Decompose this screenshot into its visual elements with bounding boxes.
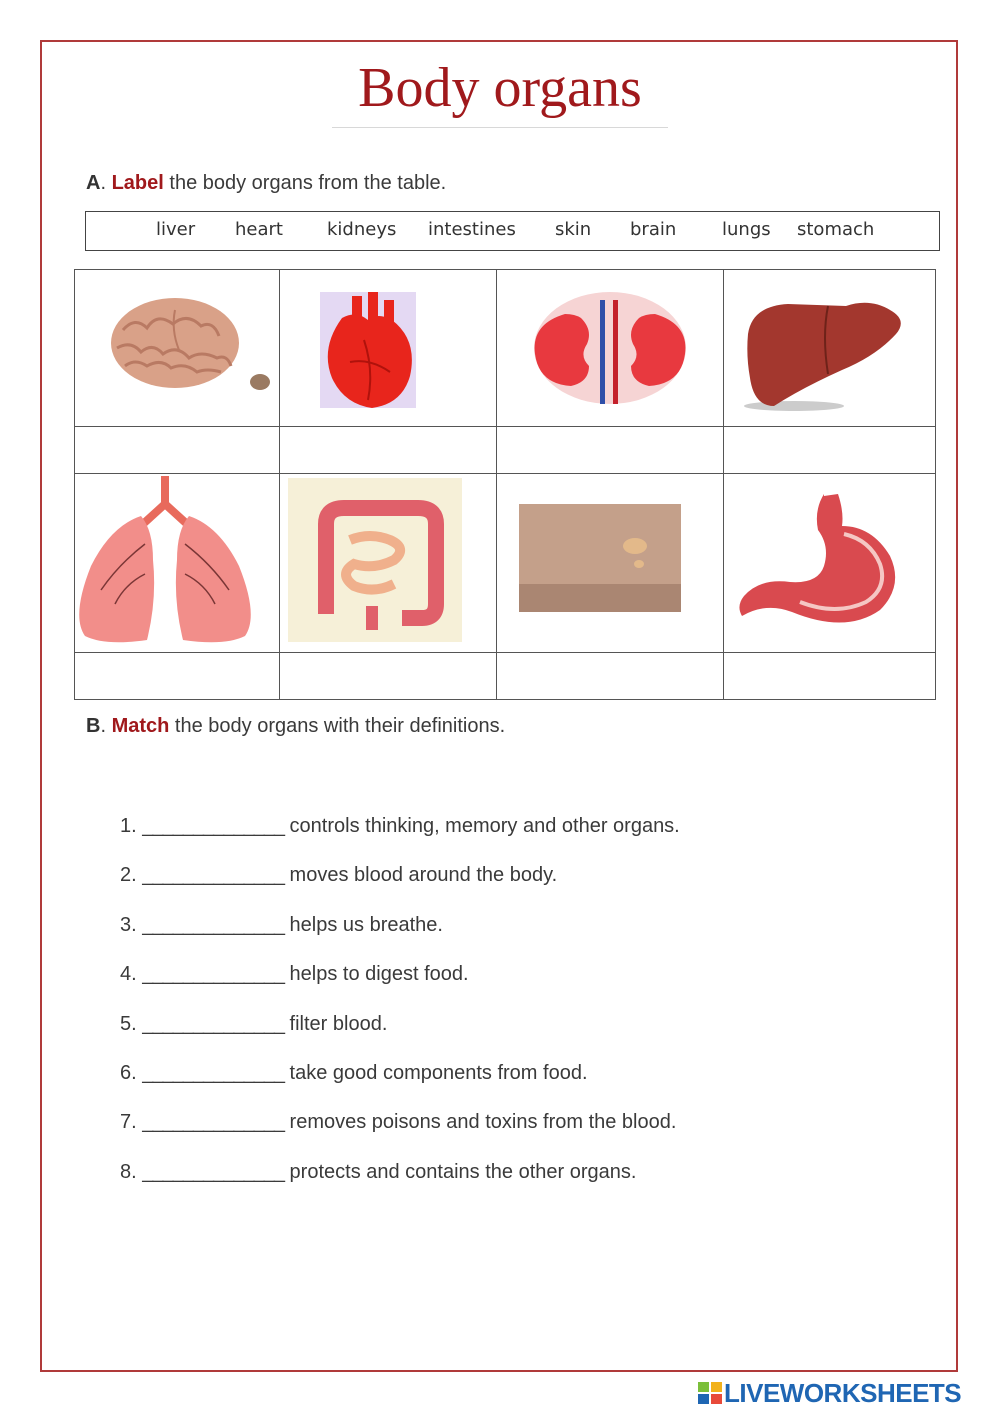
- answer-cell[interactable]: [724, 427, 936, 474]
- section-b-verb: Match: [111, 715, 170, 737]
- picture-cell: [280, 474, 497, 653]
- answer-blank[interactable]: ______________: [142, 1160, 284, 1183]
- answer-blank[interactable]: ______________: [142, 1012, 284, 1035]
- definition-text: moves blood around the body.: [289, 864, 558, 887]
- item-number: 1.: [120, 815, 137, 837]
- page-title: Body organs: [358, 57, 642, 119]
- answer-cell[interactable]: [280, 653, 497, 700]
- definition-text: filter blood.: [289, 1012, 388, 1035]
- answer-cell[interactable]: [75, 653, 280, 700]
- word-bank-item: lungs: [722, 219, 771, 240]
- picture-cell: [280, 270, 497, 427]
- definition-item: [120, 861, 680, 910]
- section-a-instruction: the body organs from the table.: [163, 172, 447, 194]
- heart-image: [280, 270, 496, 421]
- kidneys-image: [497, 270, 723, 421]
- word-bank-item: liver: [156, 219, 196, 240]
- definition-text: removes poisons and toxins from the blood.: [289, 1111, 677, 1134]
- lungs-image: [75, 474, 279, 647]
- definition-text: take good components from food.: [289, 1061, 588, 1084]
- definition-item: [120, 1010, 680, 1059]
- definition-item: [120, 960, 680, 1009]
- word-bank-item: kidneys: [327, 219, 397, 240]
- picture-cell: [724, 474, 936, 653]
- section-a-verb: Label: [111, 172, 164, 194]
- answer-blank[interactable]: ______________: [142, 1111, 284, 1134]
- liver-image: [724, 270, 935, 421]
- definition-text: protects and contains the other organs.: [289, 1160, 637, 1183]
- definition-text: helps us breathe.: [289, 913, 443, 936]
- picture-cell: [497, 270, 724, 427]
- section-b-instruction: the body organs with their definitions.: [169, 715, 506, 737]
- answer-blank[interactable]: ______________: [142, 1061, 284, 1084]
- brain-image: [75, 270, 279, 421]
- item-number: 8.: [120, 1160, 137, 1183]
- title-underline: [332, 127, 668, 128]
- picture-cell: [724, 270, 936, 427]
- item-number: 3.: [120, 913, 137, 936]
- word-bank-item: stomach: [797, 219, 875, 240]
- skin-image: [497, 474, 723, 647]
- section-a-heading: A. Label the body organs from the table.: [86, 172, 447, 194]
- section-b-letter: B: [86, 715, 101, 737]
- item-number: 6.: [120, 1061, 137, 1084]
- answer-cell[interactable]: [497, 653, 724, 700]
- answer-cell[interactable]: [497, 427, 724, 474]
- word-bank: [85, 211, 940, 251]
- definition-list: [120, 812, 680, 1207]
- section-a-letter: A: [86, 172, 101, 194]
- organ-picture-table: [74, 269, 936, 700]
- definition-item: [120, 911, 680, 960]
- answer-blank[interactable]: ______________: [142, 864, 284, 887]
- definition-text: helps to digest food.: [289, 963, 469, 986]
- answer-cell[interactable]: [280, 427, 497, 474]
- answer-blank[interactable]: ______________: [142, 963, 284, 986]
- item-number: 4.: [120, 963, 137, 986]
- definition-item: [120, 1158, 680, 1207]
- item-number: 5.: [120, 1012, 137, 1035]
- word-bank-item: intestines: [428, 219, 516, 240]
- word-bank-item: brain: [630, 219, 677, 240]
- word-bank-item: heart: [235, 219, 283, 240]
- definition-item: [120, 1108, 680, 1157]
- item-number: 7.: [120, 1111, 137, 1134]
- picture-cell: [75, 270, 280, 427]
- picture-cell: [497, 474, 724, 653]
- answer-cell[interactable]: [75, 427, 280, 474]
- item-number: 2.: [120, 864, 137, 887]
- logo-badge-icon: [698, 1382, 722, 1404]
- answer-blank[interactable]: ______________: [142, 815, 284, 837]
- intestines-image: [280, 474, 496, 647]
- answer-blank[interactable]: ______________: [142, 913, 284, 936]
- definition-item: [120, 1059, 680, 1108]
- answer-cell[interactable]: [724, 653, 936, 700]
- logo-text: LIVEWORKSHEETS: [724, 1378, 962, 1408]
- section-b-heading: B. Match the body organs with their definitions.: [86, 715, 506, 737]
- definition-item: [120, 812, 680, 861]
- word-bank-item: skin: [555, 219, 592, 240]
- picture-cell: [75, 474, 280, 653]
- stomach-image: [724, 474, 935, 647]
- definition-text: controls thinking, memory and other organs.: [289, 815, 680, 837]
